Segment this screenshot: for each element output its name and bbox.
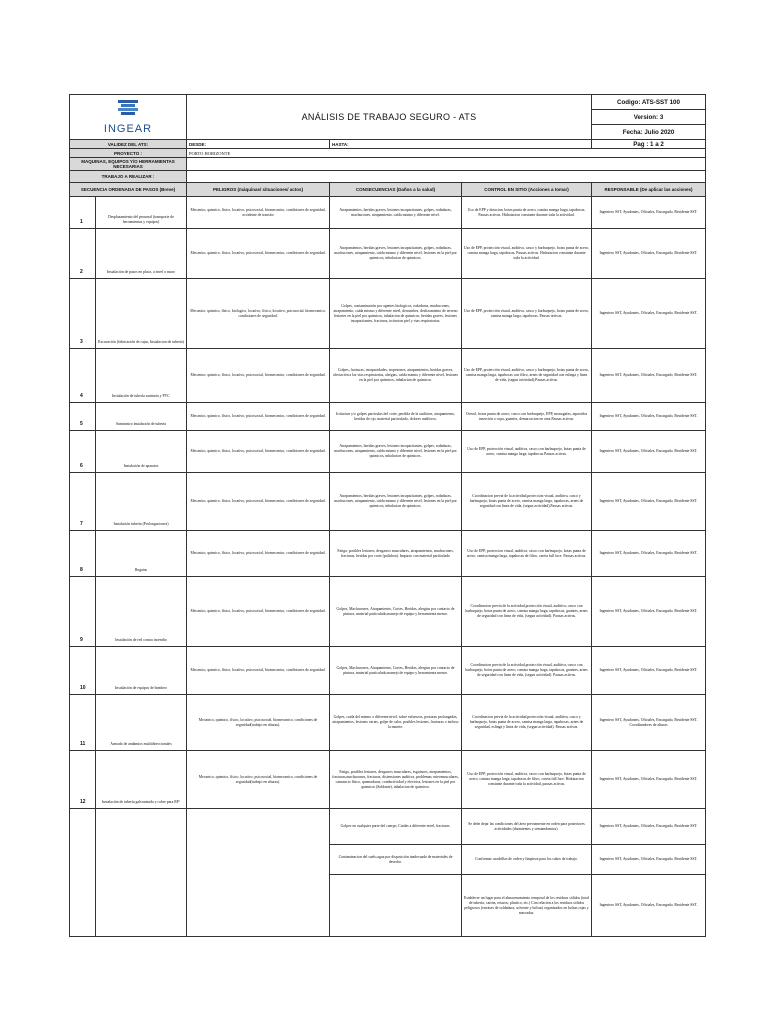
table-row bbox=[70, 431, 706, 473]
consecuencia-cell: Golpes, Machucones, Atrapamiento, Cortes, Heridas, alergias por contacto de pintura, material particulado,manejo de equipo y herramienta menor. bbox=[330, 647, 462, 695]
control-cell: Overol, botas punta de acero, casco con barbuquejo, EPP, monogafas, tapaoidos inserción o copa, guantes, demarcacion en area.Pausas activas. bbox=[462, 403, 592, 431]
step-description: Armado de andamios multidireccionales bbox=[96, 695, 187, 751]
consecuencia-cell: Fatiga, posibles lesiones, desgarros musculares, atrapamientos, machucones, fracturas, heridas por corte (pulidora). Impacto con material particulado bbox=[330, 531, 462, 577]
peligro-cell: Mecanico, quimico, físico, locativo, psicosocial, biomecanico, condiciones de seguridad. bbox=[187, 531, 330, 577]
step-description: Instalación de pasos en placa, a nivel o muro bbox=[96, 229, 187, 279]
responsable-cell: Ingeniero SST, Ayudantes, Oficiales, Encargado, Residente SST. bbox=[592, 577, 706, 647]
responsable-cell: Ingeniero SST, Ayudantes, Oficiales, Encargado, Residente SST. bbox=[592, 809, 706, 845]
table-row bbox=[70, 473, 706, 531]
peligro-cell: Mecanico, quimico, físico, locativo, psicosocial, biomecanico, condiciones de seguridad. bbox=[187, 577, 330, 647]
consecuencia-cell: Golpes, contaminación por agentes biologicos, rodaduras, machucones, atrapamiento, caída mismo y diferente nivel, derrumbes, deslizamiento de terreno lesiones en la piel por quimicos, inhalacion de quimicos, heridas graves, lesiones incapacitantes, fracturas, irritacion piel y vias respiratorias. bbox=[330, 279, 462, 349]
responsable-cell: Ingeniero SST, Ayudantes, Oficiales, Encargado, Residente SST. bbox=[592, 197, 706, 229]
step-number-empty bbox=[70, 809, 96, 937]
control-cell: Uso de EPP, protección visual, auditiva, casco y barbuquejo, botas punta de acero, camisa manga larga, tapabocas con filtro, arnes de seguridad con eslinga y linea de vida, (segun actividad),Pausas activas. bbox=[462, 349, 592, 403]
consecuencia-cell: Atrapamientos, heridas graves, lesiones incapacitantes, golpes, rodaduras, machucones, atrapamiento, caída mismo y diferente nivel. bbox=[330, 197, 462, 229]
consecuencia-cell: Atrapamientos, heridas graves, lesiones incapacitantes, golpes, rodaduras, machucones, atrapamiento, caída mismo y diferente nivel, lesiones en la piel por quimicos, inhalacion de quimicos. bbox=[330, 229, 462, 279]
consecuencia-cell: Golpes en cualquier parte del cuerpo, Caidas a diferente nivel, fracturas. bbox=[330, 809, 462, 845]
consecuencia-cell: Atrapamientos, heridas graves, lesiones incapacitantes, golpes, rodaduras, machucones, atrapamiento, caída mismo y diferente nivel, lesiones en la piel por quimicos, inhalacion de quimicos. bbox=[330, 473, 462, 531]
control-cell: Uso de EPP, protección visual, auditiva, casco y barbuquejo, botas punta de acero, camisa manga larga, tapabocas. Pausas activas. bbox=[462, 279, 592, 349]
step-number: 12 bbox=[70, 751, 96, 809]
hasta-label: HASTA: bbox=[330, 140, 592, 149]
maquinas-value bbox=[187, 158, 706, 171]
peligro-empty bbox=[187, 809, 330, 937]
control-cell: Uso de EPP, protección visual, auditiva, casco con barbuquejo, botas punta de acero, camisa manga larga, tapabocas de filtro, careta full face. Hidratacion constante durante toda la actividad, pausas activas. bbox=[462, 751, 592, 809]
peligro-cell: Mecanico, quimico, físico, locativo, psicosocial, biomecanico, condiciones de seguridad. bbox=[187, 229, 330, 279]
fecha-cell: Fecha: Julio 2020 bbox=[592, 125, 706, 140]
step-description-empty bbox=[96, 809, 187, 937]
responsable-cell: Ingeniero SST, Ayudantes, Oficiales, Encargado, Residente SST. bbox=[592, 431, 706, 473]
step-number: 9 bbox=[70, 577, 96, 647]
control-cell: Establecer un lugar para el almacenamiento temporal de los residuos sólidos (total de tubería, cartón, retazos, plastico, etc.) Con relación a los residuos sólidos peligrosos (envases de soldadura, solvente y bolsas) organizados en bolsas rojas y marcadas. bbox=[462, 875, 592, 937]
control-cell: Coordinacion previa de la actividad,protección visual, auditiva, casco y barbuquejo, botas punta de acero, camisa manga larga, tapabocas, arnes de seguridad, eslinga y linea de vida, (segun actividad). Pausas activas. bbox=[462, 695, 592, 751]
page-title: ANÁLISIS DE TRABAJO SEGURO - ATS bbox=[187, 95, 592, 140]
peligro-cell: Mecanico, quimico, físico, locativo, psicosocial, biomecanico, condiciones de seguridad. bbox=[187, 431, 330, 473]
table-row bbox=[70, 349, 706, 403]
step-number: 4 bbox=[70, 349, 96, 403]
consecuencia-cell: Atrapamientos, heridas graves, lesiones incapacitantes, golpes, rodaduras, machucones, atrapamiento, caída mismo y diferente nivel, lesiones en la piel por quimicos, inhalacion de quimicos. bbox=[330, 431, 462, 473]
step-description: Regatas bbox=[96, 531, 187, 577]
step-number: 8 bbox=[70, 531, 96, 577]
step-number: 2 bbox=[70, 229, 96, 279]
table-row bbox=[70, 695, 706, 751]
page-number: Pag : 1 a 2 bbox=[592, 140, 706, 149]
step-number: 7 bbox=[70, 473, 96, 531]
control-cell: Uso de EPP, protección visual, auditiva, casco con barbuquejo, botas punta de acero, camisa manga larga, tapabocas.Pausas activas. bbox=[462, 431, 592, 473]
proyecto-value: PORTO HORIZONTE bbox=[187, 149, 706, 158]
peligro-cell: Mecanico, quimico, físico, locativo, psicosocial, biomecanico, condiciones de seguridad. bbox=[187, 403, 330, 431]
peligro-cell: Mecanico, quimico, físico, locativo, psicosocial, biomecanico, condiciones de seguridad. bbox=[187, 473, 330, 531]
step-description: Instalación de tubería sanitaria y PVC bbox=[96, 349, 187, 403]
step-description: Instalación de red contra incendio bbox=[96, 577, 187, 647]
step-number: 10 bbox=[70, 647, 96, 695]
consecuencia-cell bbox=[330, 875, 462, 937]
table-row bbox=[70, 403, 706, 431]
responsable-cell: Ingeniero SST, Ayudantes, Oficiales, Encargado, Residente SST. bbox=[592, 751, 706, 809]
codigo-cell: Codigo: ATS-SST 100 bbox=[592, 95, 706, 110]
col-peligros: PELIGROS (máquinas/ situaciones/ actos) bbox=[187, 183, 330, 197]
consecuencia-cell: Golpes, caida del mismo o diferente nivel, sobre esfuerzos, posturas prolongadas, atrapamientos, lesiones varias, golpe de calor, posibles lesiones, fracturas o incluso la muerte. bbox=[330, 695, 462, 751]
responsable-cell: Ingeniero SST, Ayudantes, Oficiales, Encargado, Residente SST. bbox=[592, 531, 706, 577]
step-description: Instalación de aparatos bbox=[96, 431, 187, 473]
step-number: 6 bbox=[70, 431, 96, 473]
step-description: Instalación de equipos de bombeo bbox=[96, 647, 187, 695]
consecuencia-cell: Golpes, fracturas, incapacidades, tropezones, atrapamientos, heridas graves, afectación a las vías respiratorias, alergias, caída mismo y diferente nivel, lesiones en la piel por quimicos, inhalacion de quimicos. bbox=[330, 349, 462, 403]
col-responsable: RESPONSABLE (De aplicar las acciones) bbox=[592, 183, 706, 197]
version-cell: Version: 3 bbox=[592, 110, 706, 125]
control-cell: Uso de EPP, protección visual, auditiva, casco y barbuquejo, botas punta de acero, camisa manga larga, tapabocas. Pausas activas. Hidratacion constante durante toda la actividad. bbox=[462, 229, 592, 279]
col-consecuencias: CONSECUENCIAS (Daños a la salud) bbox=[330, 183, 462, 197]
consecuencia-cell: Golpes, Machucones, Atrapamiento, Cortes, Heridas, alergias por contacto de pintura, material particulado,manejo de equipo y herramienta menor. bbox=[330, 577, 462, 647]
step-number: 1 bbox=[70, 197, 96, 229]
step-number: 5 bbox=[70, 403, 96, 431]
table-row bbox=[70, 751, 706, 809]
ats-form-table bbox=[69, 94, 706, 937]
step-description: Instalación tubería (Prolongaciones) bbox=[96, 473, 187, 531]
trabajo-label: TRABAJO A REALIZAR : bbox=[70, 171, 187, 183]
logo-text: INGEAR bbox=[103, 123, 153, 135]
peligro-cell: Mecanico, quimico, físico, locativo, psicosocial, biomecanico, condiciones de seguridad(trabajo en alturas). bbox=[187, 695, 330, 751]
responsable-cell: Ingeniero SST, Ayudantes, Oficiales, Encargado, Residente SST. bbox=[592, 349, 706, 403]
table-row bbox=[70, 229, 706, 279]
control-cell: Uso de EPP y dotacion, botas punta de acero, camisa manga larga, tapabocas. Pausas activas. Hidratacion constante durante toda la actividad. bbox=[462, 197, 592, 229]
step-description: Suministro instalación de tubería bbox=[96, 403, 187, 431]
peligro-cell: Mecanico, quimico, físico, biologico, locativo, físico, locativo, psicosocial, biomecanico, condiciones de seguridad. bbox=[187, 279, 330, 349]
maquinas-label: MAQUINAS, EQUIPOS Y/O HERRAMIENTAS NECESARIAS bbox=[70, 158, 187, 171]
peligro-cell: Mecanico, quimico, físico, locativo, psicosocial, biomecanico, condiciones de seguridad. bbox=[187, 647, 330, 695]
responsable-cell: Ingeniero SST, Ayudantes, Oficiales, Encargado, Residente SST. bbox=[592, 473, 706, 531]
ingear-logo-icon bbox=[115, 99, 141, 119]
consecuencia-cell: Fatiga, posibles lesiones, desgarros musculares, esguinces, atrapamientos, fracturas,machucones, fracturas, distensiones auditiva, problemas osteomusculares, cansancio físico, quemaduras, conductividad y electrica, lesiones en la piel por quimicos (Soldante), inhalacion de quimicos. bbox=[330, 751, 462, 809]
control-cell: Conformar cuadrillas de orden y limpieza para los cabos de trabajo. bbox=[462, 845, 592, 875]
table-row bbox=[70, 279, 706, 349]
step-description: Instalación de tubería galvanizada y cobre para RPº bbox=[96, 751, 187, 809]
peligro-cell: Mecanico, quimico, físico, locativo, psicosocial, biomecanico, condiciones de seguridad, accidente de transito bbox=[187, 197, 330, 229]
peligro-cell: Mecanico, quimico, físico, locativo, psicosocial, biomecanico, condiciones de seguridad(trabajo en alturas). bbox=[187, 751, 330, 809]
step-description: Desplazamiento del personal (transporte de herramientas y equipos) bbox=[96, 197, 187, 229]
step-number: 11 bbox=[70, 695, 96, 751]
table-row bbox=[70, 531, 706, 577]
peligro-cell: Mecanico, quimico, físico, locativo, psicosocial, biomecanico, condiciones de seguridad. bbox=[187, 349, 330, 403]
control-cell: Coordinacion previa de la actividad,protección visual, auditiva, casco con barbuquejo, botas punta de acero, camisa manga larga, tapabocas, guantes, arnes de seguridad con linea de vida, (segun actividad). Pausas activas. bbox=[462, 647, 592, 695]
consecuencia-cell: Irritacion y/o golpes particulas del corte, perdida de la audicion, atrapamiento, heridas de ojo, material particulado, dolores auditivos. bbox=[330, 403, 462, 431]
responsable-cell: Ingeniero SST, Ayudantes, Oficiales, Encargado, Residente SST. bbox=[592, 845, 706, 875]
control-cell: Uso de EPP, proteccion visual, auditiva, casco con barbuquejo, botas punta de acero, camisa manga larga, tapabocas de filtro, careta full face. Pausas activas. bbox=[462, 531, 592, 577]
table-row bbox=[70, 809, 706, 845]
table-row bbox=[70, 197, 706, 229]
company-logo-cell bbox=[70, 95, 187, 140]
step-description: Excavación (fabricación de cajas, Instalacion de tubería) bbox=[96, 279, 187, 349]
consecuencia-cell: Contaminacion del suelo,agua por disposición inadecuada de materiales de desecho. bbox=[330, 845, 462, 875]
control-cell: Coordinacion previa de la actividad,proteccion visual, auditiva, casco y barbuquejo, botas punta de acero, camisa manga larga, tapabocas, arnes de seguridad con linea de vida, (segun actividad),Pausas activas. bbox=[462, 473, 592, 531]
control-cell: Se debe dejar las condiciones del área previamente en orden para posteriores actividades (durmientes y semiandamios). bbox=[462, 809, 592, 845]
ats-form-sheet bbox=[69, 94, 705, 937]
table-row bbox=[70, 647, 706, 695]
responsable-cell: Ingeniero SST, Ayudantes, Oficiales, Encargado, Residente SST. bbox=[592, 647, 706, 695]
step-number: 3 bbox=[70, 279, 96, 349]
responsable-cell: Ingeniero SST, Ayudantes, Oficiales, Encargado, Residente SST. bbox=[592, 875, 706, 937]
desde-label: DESDE: bbox=[187, 140, 330, 149]
col-secuencia: SECUENCIA ORDENADA DE PASOS (Breve) bbox=[70, 183, 187, 197]
responsable-cell: Ingeniero SST, Ayudantes, Oficiales, Encargado, Residente SST. Coordinadores de alturas bbox=[592, 695, 706, 751]
responsable-cell: Ingeniero SST, Ayudantes, Oficiales, Encargado, Residente SST. bbox=[592, 229, 706, 279]
control-cell: Coordinacion previa de la actividad,protección visual, auditiva, casco con barbuquejo, botas punta de acero, camisa manga larga, tapabocas, guantes, arnes de seguridad con linea de vida, (segun actividad). Pausas activas. bbox=[462, 577, 592, 647]
trabajo-value bbox=[187, 171, 706, 183]
responsable-cell: Ingeniero SST, Ayudantes, Oficiales, Encargado, Residente SST. bbox=[592, 403, 706, 431]
responsable-cell: Ingeniero SST, Ayudantes, Oficiales, Encargado, Residente SST. bbox=[592, 279, 706, 349]
proyecto-label: PROYECTO : bbox=[70, 149, 187, 158]
col-control: CONTROL EN SITIO (Acciones a tomar) bbox=[462, 183, 592, 197]
validez-label: VALIDEZ DEL ATS: bbox=[70, 140, 187, 149]
table-row bbox=[70, 577, 706, 647]
